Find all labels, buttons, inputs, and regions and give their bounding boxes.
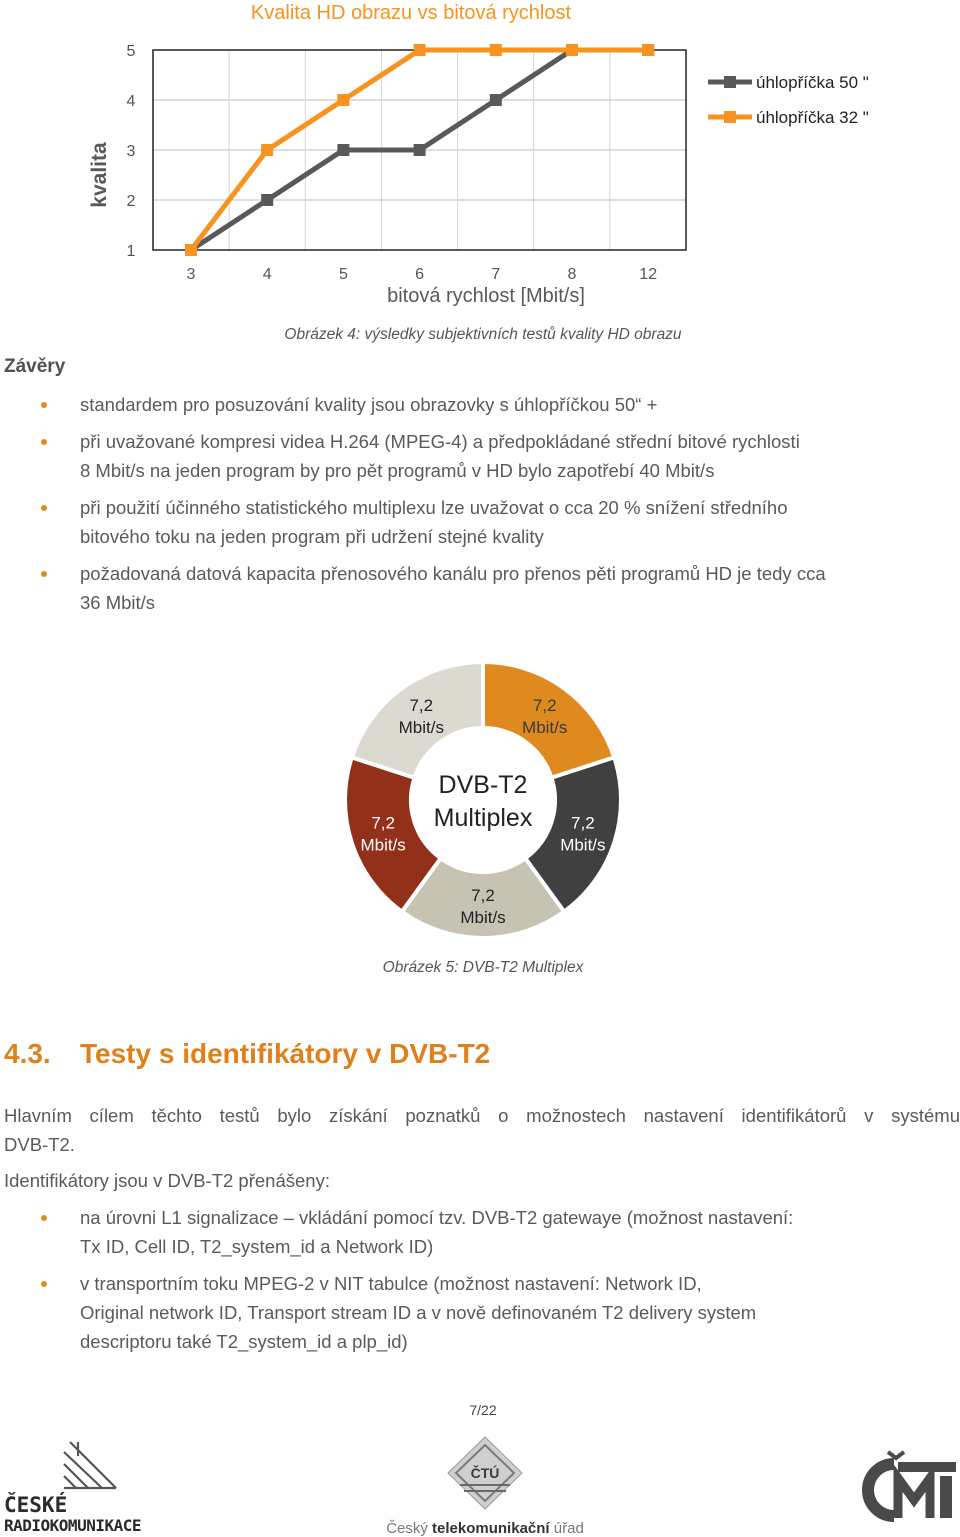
section-title: Testy s identifikátory v DVB-T2 (80, 1038, 491, 1069)
intro-paragraph (4, 1101, 960, 1159)
bullet-dot (41, 439, 47, 445)
bullet-dot (41, 1215, 47, 1221)
list-item-text: při použití účinného statistického multiplexu lze uvažovat o cca 20 % snížení středního (80, 497, 788, 518)
cmi-logo (858, 1448, 956, 1528)
cmi-emblem-icon (858, 1448, 956, 1528)
list-item-text: požadovaná datová kapacita přenosového kanálu pro přenos pěti programů HD je tedy cca (80, 563, 826, 584)
conclusions-list (0, 390, 960, 625)
y-tick-label: 5 (126, 43, 136, 60)
bullet-dot (41, 505, 47, 511)
ctu-name-part: úřad (553, 1520, 584, 1537)
x-tick-label: 4 (262, 266, 272, 283)
list-item-text: descriptoru také T2_system_id a plp_id) (80, 1331, 408, 1352)
ctu-abbr: ČTÚ (470, 1465, 500, 1481)
bullet-dot (41, 1281, 47, 1287)
list-item-text: na úrovni L1 signalizace – vkládání pomocí tzv. DVB-T2 gatewaye (možnost nastavení: (80, 1207, 794, 1228)
list-item (0, 390, 930, 419)
identifiers-paragraph: Identifikátory jsou v DVB-T2 přenášeny: (4, 1170, 330, 1191)
x-tick-label: 5 (338, 266, 348, 283)
donut-segment-label: Mbit/s (398, 718, 444, 738)
donut-segment-label: 7,2 (471, 886, 495, 905)
conclusions-heading: Závěry (4, 356, 66, 377)
x-tick-label: 12 (639, 266, 658, 283)
legend-label: úhlopříčka 32 " (756, 108, 869, 127)
ctu-emblem-icon (380, 1433, 590, 1515)
donut-segment-label: 7,2 (532, 696, 557, 716)
donut-segment-label: Mbit/s (360, 835, 406, 855)
list-item-text: standardem pro posuzování kvality jsou obrazovky s úhlopříčkou 50“ + (80, 394, 658, 415)
list-item-text: bitového toku na jeden program při udržení stejné kvality (80, 526, 544, 547)
data-point (185, 244, 197, 256)
bullet-dot (41, 571, 47, 577)
ctu-name (380, 1520, 590, 1537)
y-tick-labels (127, 43, 136, 260)
list-item-text: Original network ID, Transport stream ID a v nově definovaném T2 delivery system (80, 1302, 757, 1323)
donut-segment-label: 7,2 (371, 813, 395, 833)
data-point (414, 44, 426, 56)
legend-swatch-marker (724, 76, 736, 88)
list-item (0, 1269, 930, 1356)
legend-swatch-marker (724, 111, 736, 123)
y-tick-label: 3 (126, 143, 136, 160)
data-point (337, 144, 349, 156)
list-item (0, 493, 930, 551)
bullet-dot (41, 402, 47, 408)
donut-segment-label: 7,2 (571, 813, 595, 833)
data-point (490, 44, 502, 56)
figure-caption-4: Obrázek 4: výsledky subjektivních testů kvality HD obrazu (284, 326, 682, 343)
chart-title: Kvalita HD obrazu vs bitová rychlost (250, 2, 572, 24)
figure-caption-5: Obrázek 5: DVB-T2 Multiplex (382, 959, 584, 976)
ctu-name-part: Český (386, 1520, 428, 1537)
list-item-text: Tx ID, Cell ID, T2_system_id a Network ID) (80, 1236, 434, 1257)
list-item (0, 427, 930, 485)
identifiers-list (0, 1203, 960, 1364)
donut-segment-label: 7,2 (409, 696, 434, 716)
x-tick-label: 8 (567, 266, 577, 283)
y-tick-label: 1 (126, 243, 136, 260)
y-tick-label: 2 (126, 193, 136, 210)
list-item-text: při uvažované kompresi videa H.264 (MPEG-4) a předpokládané střední bitové rychlosti (80, 431, 800, 452)
ceske-radiokomunikace-logo (4, 1438, 194, 1535)
x-tick-label: 7 (491, 266, 501, 283)
ctu-logo (380, 1433, 590, 1537)
radio-mast-icon (4, 1438, 194, 1490)
donut-center-label: DVB-T2 (438, 771, 528, 799)
y-tick-label: 4 (126, 93, 136, 110)
page-number: 7/22 (469, 1402, 497, 1418)
list-item-text: 36 Mbit/s (80, 592, 156, 613)
y-axis-label: kvalita (88, 142, 111, 208)
section-number: 4.3. (4, 1038, 51, 1069)
data-point (566, 44, 578, 56)
list-item-text: 8 Mbit/s na jeden program by pro pět programů v HD bylo zapotřebí 40 Mbit/s (80, 460, 715, 481)
logo-text-line1: ČESKÉ (4, 1493, 68, 1517)
donut-segment-label: Mbit/s (522, 718, 568, 738)
data-point (261, 194, 273, 206)
x-tick-labels (187, 266, 658, 283)
list-item (0, 1203, 930, 1261)
data-point (642, 44, 654, 56)
x-tick-label: 6 (415, 266, 425, 283)
chart-legend (708, 73, 869, 127)
logo-text-line2: RADIOKOMUNIKACE (4, 1516, 141, 1535)
dvb-t2-multiplex-donut (340, 655, 630, 945)
data-point (337, 94, 349, 106)
data-point (490, 94, 502, 106)
donut-center-label: Multiplex (433, 804, 533, 832)
donut-segment-label: Mbit/s (560, 835, 606, 855)
cmi-abbr: ČMI (858, 1448, 860, 1449)
x-tick-label: 3 (186, 266, 196, 283)
data-point (414, 144, 426, 156)
donut-segment-label: Mbit/s (460, 908, 506, 927)
x-axis-label: bitová rychlost [Mbit/s] (387, 285, 585, 307)
legend-label: úhlopříčka 50 " (756, 73, 869, 92)
paragraph-line: Hlavním cílem těchto testů bylo získání poznatků o možnostech nastavení identifikátorů v systému (4, 1105, 960, 1126)
paragraph-line: DVB-T2. (4, 1134, 75, 1155)
ctu-name-part: telekomunikační (432, 1520, 550, 1537)
quality-line-chart (0, 0, 960, 320)
list-item-text: v transportním toku MPEG-2 v NIT tabulce (možnost nastavení: Network ID, (80, 1273, 702, 1294)
list-item (0, 559, 930, 617)
data-point (261, 144, 273, 156)
